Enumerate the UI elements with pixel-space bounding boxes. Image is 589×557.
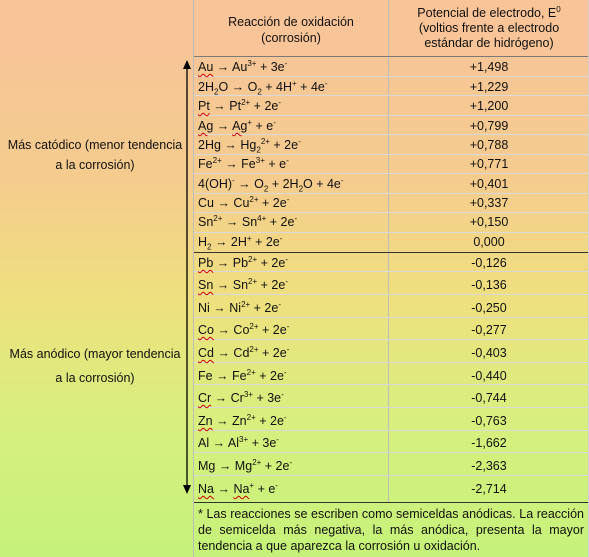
anodic-label-line2: a la corrosión) [55, 371, 135, 385]
zero-divider [194, 252, 589, 253]
potential-value: +1,229 [469, 80, 509, 94]
row-divider [194, 339, 589, 340]
row-divider [194, 384, 589, 385]
reaction-row-13: $Co \to Co^{2+} + 2e^-$ [198, 321, 290, 337]
row-divider [194, 193, 589, 194]
row-divider [194, 232, 589, 233]
potential-value: -2,363 [471, 459, 507, 473]
row-divider [194, 294, 589, 295]
potential-value: -0,403 [471, 346, 507, 360]
footnote: * Las reacciones se escriben como semiceldas anódicas. La reacción de semicelda más negativa, la más anódica, presenta la mayor tendencia a que aparezca la corrosión u oxidación. [198, 507, 584, 553]
reaction-row-1: $2H_2O \to O_2 + 4H^+ + 4e^-$ [198, 78, 328, 97]
reaction-row-17: $Zn \to Zn^{2+} + 2e^-$ [198, 412, 287, 428]
row-divider [194, 430, 589, 431]
reaction-row-10: $Pb \to Pb^{2+} + 2e^-$ [198, 254, 288, 270]
reaction-row-5: $Fe^{2+} \to Fe^{3+} + e^-$ [198, 155, 289, 171]
potential-value: -0,763 [471, 414, 507, 428]
potential-value: +0,771 [469, 157, 509, 171]
row-divider [194, 95, 589, 96]
reaction-row-15: $Fe \to Fe^{2+} + 2e^-$ [198, 367, 287, 383]
potential-value: -0,744 [471, 391, 507, 405]
header-divider [194, 56, 589, 57]
row-divider [194, 271, 589, 272]
potential-value: +0,401 [469, 177, 509, 191]
potential-value: -0,136 [471, 278, 507, 292]
reaction-row-11: $Sn \to Sn^{2+} + 2e^-$ [198, 276, 288, 292]
reaction-row-12: $Ni \to Ni^{2+} + 2e^-$ [198, 299, 282, 315]
potential-value: +0,799 [469, 119, 509, 133]
cathodic-label [0, 135, 190, 175]
reaction-row-9: $H_2 \to 2H^+ + 2e^-$ [198, 233, 283, 252]
footnote-divider [194, 502, 589, 503]
row-divider [194, 475, 589, 476]
row-divider [194, 115, 589, 116]
potential-subtitle-1: (voltios frente a electrodo [418, 21, 560, 35]
potential-value: +1,498 [469, 60, 509, 74]
reaction-row-16: $Cr \to Cr^{3+} + 3e^-$ [198, 389, 284, 405]
potential-value: +1,200 [469, 99, 509, 113]
potential-value: -2,714 [471, 482, 507, 496]
reaction-row-7: $Cu \to Cu^{2+} + 2e^-$ [198, 194, 290, 210]
potential-subtitle-2: estándar de hidrógeno) [424, 36, 554, 50]
reaction-row-14: $Cd \to Cd^{2+} + 2e^-$ [198, 344, 290, 360]
row-divider [194, 407, 589, 408]
row-divider [194, 154, 589, 155]
potential-value: -0,126 [471, 256, 507, 270]
cathodic-label-line2: a la corrosión) [55, 158, 135, 172]
reaction-title: Reacción de oxidación [228, 15, 354, 29]
potential-value: -0,277 [471, 323, 507, 337]
reaction-row-20: Na → Na+ + e- [198, 480, 278, 496]
potential-value: -1,662 [471, 436, 507, 450]
potential-value: +0,150 [469, 215, 509, 229]
potential-value: 0,000 [473, 235, 505, 249]
reaction-row-0: $Au \to Au^{3+} + 3e^-$ [198, 58, 288, 74]
row-divider [194, 212, 589, 213]
row-divider [194, 317, 589, 318]
reaction-row-2: $Pt \to Pt^{2+} + 2e^-$ [198, 97, 282, 113]
reaction-row-8: $Sn^{2+} \to Sn^{4+} + 2e^-$ [198, 213, 298, 229]
tendency-arrow [180, 58, 194, 496]
reaction-row-19: $Mg \to Mg^{2+} + 2e^-$ [198, 457, 293, 473]
potential-column-header [389, 6, 589, 51]
reaction-column-header [195, 14, 387, 46]
row-divider [194, 173, 589, 174]
reaction-row-6: $4(OH)^- \to O_2 + 2H_2O + 4e^-$ [198, 175, 344, 194]
cathodic-label-line1: Más catódico (menor tendencia [7, 138, 183, 152]
row-divider [194, 76, 589, 77]
potential-value: -0,250 [471, 301, 507, 315]
anodic-label [0, 344, 190, 388]
row-divider [194, 362, 589, 363]
reaction-row-3: Ag → Ag+ + e- [198, 117, 276, 133]
anodic-label-line1: Más anódico (mayor tendencia [9, 347, 181, 361]
reaction-row-18: $Al \to Al^{3+} + 3e^-$ [198, 434, 279, 450]
row-divider [194, 452, 589, 453]
potential-value: -0,440 [471, 369, 507, 383]
reaction-row-4: $2Hg \to Hg_2^{2+} + 2e^-$ [198, 136, 301, 155]
row-divider [194, 134, 589, 135]
potential-value: +0,337 [469, 196, 509, 210]
potential-value: +0,788 [469, 138, 509, 152]
potential-title: Potencial de electrodo, $E^0$ [417, 4, 561, 20]
reaction-subtitle: (corrosión) [261, 31, 321, 45]
